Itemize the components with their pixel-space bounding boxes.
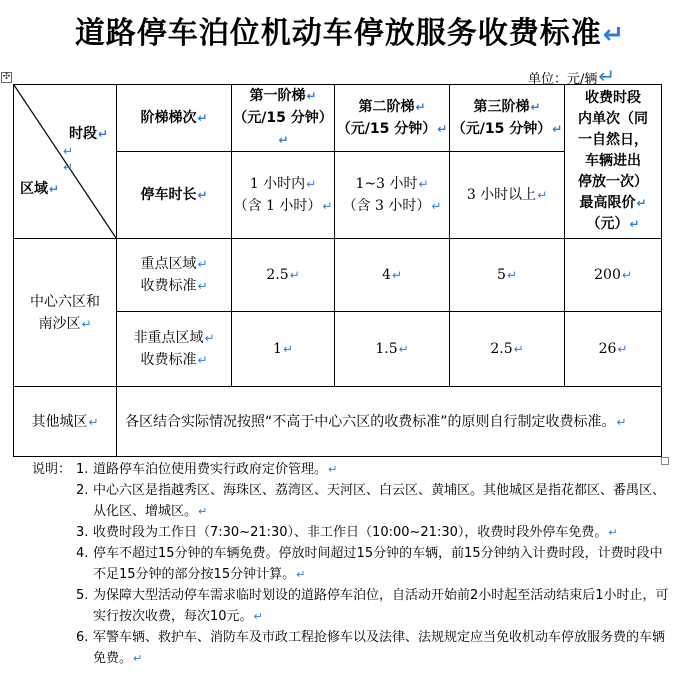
nonkey-tier1-value: 1↵ bbox=[232, 312, 335, 387]
other-area-cell: 其他城区↵ bbox=[14, 387, 117, 457]
tier2-duration: 1~3 小时↵ （含 3 小时）↵ bbox=[335, 152, 450, 239]
nonkey-max-value: 26↵ bbox=[565, 312, 662, 387]
key-tier2-value: 4↵ bbox=[335, 239, 450, 312]
tier1-duration: 1 小时内↵ （含 1 小时）↵ bbox=[232, 152, 335, 239]
notes-label: 说明： bbox=[32, 462, 72, 477]
document-title: 道路停车泊位机动车停放服务收费标准↵ bbox=[74, 16, 626, 51]
tier3-duration: 3 小时以上↵ bbox=[450, 152, 565, 239]
paragraph-mark-icon: ↵ bbox=[602, 20, 626, 50]
duration-label-cell: 停车时长↵ bbox=[117, 152, 232, 239]
nonkey-tier3-value: 2.5↵ bbox=[450, 312, 565, 387]
tier1-header: 第一阶梯↵ （元/15 分钟）↵ bbox=[232, 85, 335, 152]
nonkey-area-label: 非重点区域↵ 收费标准↵ bbox=[117, 312, 232, 387]
note-item: 4. 停车不超过15分钟的车辆免费。停放时间超过15分钟的车辆，前15分钟纳入计费时段，计费时段中不足15分钟的部分按15分钟计算。↵ bbox=[76, 546, 663, 582]
diagonal-header-cell bbox=[14, 85, 117, 239]
tier-label-cell: 阶梯梯次↵ bbox=[117, 85, 232, 152]
nonkey-tier2-value: 1.5↵ bbox=[335, 312, 450, 387]
key-tier1-value: 2.5↵ bbox=[232, 239, 335, 312]
note-item: 3. 收费时段为工作日（7:30~21:30）、非工作日（10:00~21:30），收费时段外停车免费。↵ bbox=[76, 525, 618, 540]
other-area-text: 各区结合实际情况按照“不高于中心六区的收费标准”的原则自行制定收费标准。↵ bbox=[117, 387, 662, 457]
table-move-handle-icon[interactable]: ✣ bbox=[2, 72, 11, 82]
key-tier3-value: 5↵ bbox=[450, 239, 565, 312]
key-max-value: 200↵ bbox=[565, 239, 662, 312]
tier2-header: 第二阶梯↵ （元/15 分钟）↵ bbox=[335, 85, 450, 152]
tier3-header: 第三阶梯↵ （元/15 分钟）↵ bbox=[450, 85, 565, 152]
notes-section bbox=[32, 459, 672, 669]
max-price-header: 收费时段 内单次（同 一自然日， 车辆进出 停放一次） 最高限价↵ （元）↵ bbox=[565, 85, 662, 239]
note-item: 说明： 1. 道路停车泊位使用费实行政府定价管理。↵ bbox=[32, 459, 672, 480]
fee-table bbox=[13, 84, 662, 457]
diag-label-period: 时段↵ bbox=[69, 126, 108, 142]
note-item: 5. 为保障大型活动停车需求临时划设的道路停车泊位，自活动开始前2小时起至活动结束后1小时止，可实行按次收费，每次10元。↵ bbox=[76, 588, 669, 624]
key-area-label: 重点区域↵ 收费标准↵ bbox=[117, 239, 232, 312]
diag-label-area: 区域↵ bbox=[20, 181, 59, 197]
paragraph-mark-icon: ↵ bbox=[598, 64, 616, 88]
paragraph-mark-icon: ↵ ↵ bbox=[63, 144, 73, 174]
unit-label: 单位：元/辆↵ bbox=[528, 64, 616, 88]
central-area-cell: 中心六区和 南沙区↵ bbox=[14, 239, 117, 387]
note-item: 6. 军警车辆、救护车、消防车及市政工程抢修车以及法律、法规规定应当免收机动车停放服务费的车辆免费。↵ bbox=[76, 630, 666, 666]
note-item: 2. 中心六区是指越秀区、海珠区、荔湾区、天河区、白云区、黄埔区。其他城区是指花都区、番禺区、从化区、增城区。↵ bbox=[76, 483, 666, 519]
